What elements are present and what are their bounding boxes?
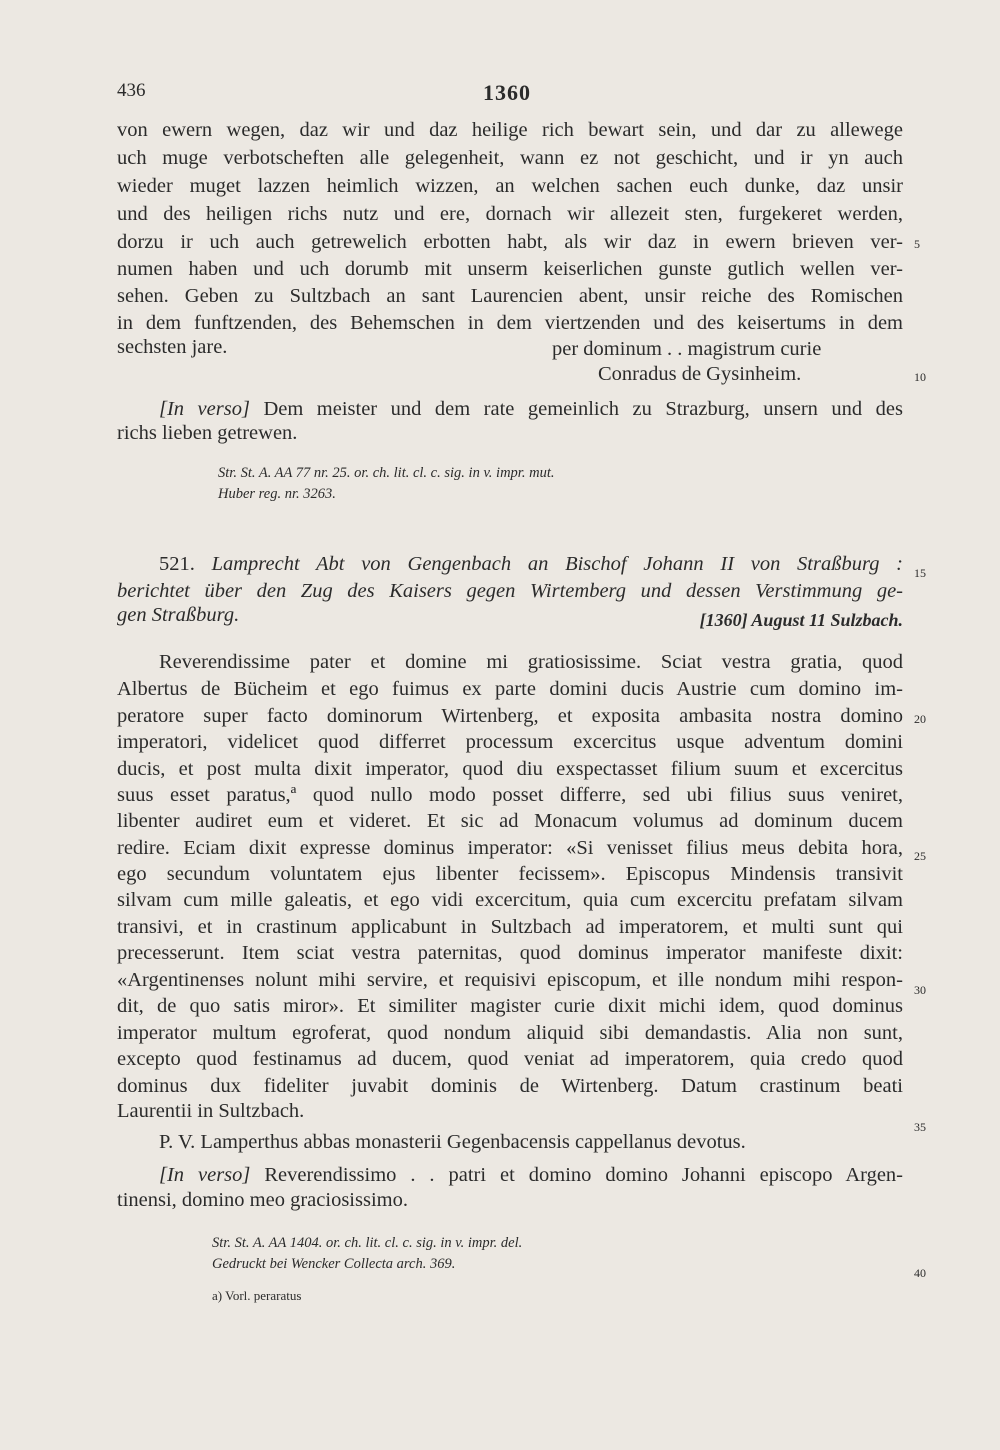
margin-line-number: 35 <box>914 1120 926 1134</box>
text-line: imperator multum egroferat, quod nondum aliquid sibi demandastis. Alia non sunt, <box>117 1022 903 1044</box>
document-number: 521. <box>159 553 195 575</box>
margin-line-number: 10 <box>914 370 926 384</box>
signoff: P. V. Lamperthus abbas monasterii Gegenbacensis cappellanus devotus. <box>159 1131 746 1153</box>
document-title: Lamprecht Abt von Gengenbach an Bischof Johann II von Straßburg : <box>194 553 903 575</box>
source-note: Str. St. A. AA 1404. or. ch. lit. cl. c. sig. in v. impr. del. <box>212 1235 523 1251</box>
text-line: sehen. Geben zu Sultzbach an sant Laurencien abent, unsir reiche des Romischen <box>117 285 903 307</box>
text-line: dominus dux fideliter juvabit dominis de Wirtenberg. Datum crastinum beati <box>117 1075 903 1097</box>
text-line: dit, de quo satis miror». Et similiter magister curie dixit michi idem, quod dominus <box>117 995 903 1017</box>
source-note: Gedruckt bei Wencker Collecta arch. 369. <box>212 1256 456 1272</box>
text-line: transivi, et in crastinum applicabunt in Sultzbach ad imperatorem, et multi sunt qui <box>117 916 903 938</box>
text-line: von ewern wegen, daz wir und daz heilige rich bewart sein, und dar zu allewege <box>117 119 903 141</box>
text-line: suus esset paratus,ª quod nullo modo posset differre, sed ubi filius suus veniret, <box>117 784 903 806</box>
text-line: redire. Eciam dixit expresse dominus imperator: «Si venisset filius meus debita hora, <box>117 837 903 859</box>
text-line: Laurentii in Sultzbach. <box>117 1100 305 1122</box>
margin-line-number: 30 <box>914 983 926 997</box>
text-line: per dominum . . magistrum curie <box>552 338 822 360</box>
verso-label: [In verso] <box>159 398 250 420</box>
source-note: Str. St. A. AA 77 nr. 25. or. ch. lit. cl. c. sig. in v. impr. mut. <box>218 465 555 481</box>
verso-label: [In verso] <box>159 1164 251 1186</box>
text-line: precesserunt. Item sciat vestra paternitas, quod dominus imperator manifeste dixit: <box>117 942 903 964</box>
text-line: ego secundum voluntatem ejus libenter fecissem». Episcopus Mindensis transivit <box>117 863 903 885</box>
text-line: silvam cum mille galeatis, et ego vidi excercitum, quia cum excercitu prefatam silvam <box>117 889 903 911</box>
document-date: [1360] August 11 Sulzbach. <box>699 610 903 630</box>
signature: Conradus de Gysinheim. <box>598 363 802 385</box>
text-line: peratore super facto dominorum Wirtenberg, et exposita ambasita nostra domino <box>117 705 903 727</box>
margin-line-number: 20 <box>914 712 926 726</box>
text-line: sechsten jare. <box>117 336 228 358</box>
text-line: und des heiligen richs nutz und ere, dornach wir allezeit sten, furgekeret werden, <box>117 203 903 225</box>
text-line: excepto quod festinamus ad ducem, quod veniat ad imperatorem, quia credo quod <box>117 1048 903 1070</box>
footnote: a) Vorl. peraratus <box>212 1288 302 1303</box>
text-line: imperatori, videlicet quod differret processum excercitus usque adventum domini <box>117 731 903 753</box>
text-line: ducis, et post multa dixit imperator, quod diu exspectasset filium suum et excercitus <box>117 758 903 780</box>
text-line: «Argentinenses nolunt mihi servire, et requisivi episcopum, et ille nondum mihi respon- <box>117 969 903 991</box>
source-note: Huber reg. nr. 3263. <box>218 486 336 502</box>
margin-line-number: 15 <box>914 566 926 580</box>
document-heading <box>117 551 903 577</box>
text-line: Reverendissime pater et domine mi gratiosissime. Sciat vestra gratia, quod <box>159 651 903 673</box>
text-line: richs lieben getrewen. <box>117 422 298 444</box>
document-title: gen Straßburg. <box>117 604 240 626</box>
page-number: 436 <box>117 80 146 101</box>
text-line: uch muge verbotscheften alle gelegenheit, wann ez not geschicht, und ir yn auch <box>117 147 903 169</box>
text-line: numen haben und uch dorumb mit unserm keiserlichen gunste gutlich wellen ver- <box>117 258 903 280</box>
text-line: dorzu ir uch auch getrewelich erbotten habt, als wir daz in ewern brieven ver- <box>117 231 903 253</box>
verso-line: [In verso] Dem meister und dem rate gemeinlich zu Strazburg, unsern und des <box>159 398 903 420</box>
text-line: wieder muget lazzen heimlich wizzen, an welchen sachen euch dunke, daz unsir <box>117 175 903 197</box>
verso-line: [In verso] Reverendissimo . . patri et domino domino Johanni episcopo Argen- <box>159 1164 904 1186</box>
text-line: libenter audiret eum et videret. Et sic ad Monacum volumus ad dominum ducem <box>117 810 903 832</box>
text-line: in dem funftzenden, des Behemschen in dem viertzenden und des keisertums in dem <box>117 312 903 334</box>
margin-line-number: 40 <box>914 1266 926 1280</box>
page-year: 1360 <box>483 80 531 105</box>
text-line: tinensi, domino meo graciosissimo. <box>117 1189 408 1211</box>
text-line: Albertus de Bücheim et ego fuimus ex parte domini ducis Austrie cum domino im- <box>117 678 903 700</box>
margin-line-number: 5 <box>914 237 920 251</box>
margin-line-number: 25 <box>914 849 926 863</box>
document-title: berichtet über den Zug des Kaisers gegen Wirtemberg und dessen Verstimmung ge- <box>117 580 903 602</box>
